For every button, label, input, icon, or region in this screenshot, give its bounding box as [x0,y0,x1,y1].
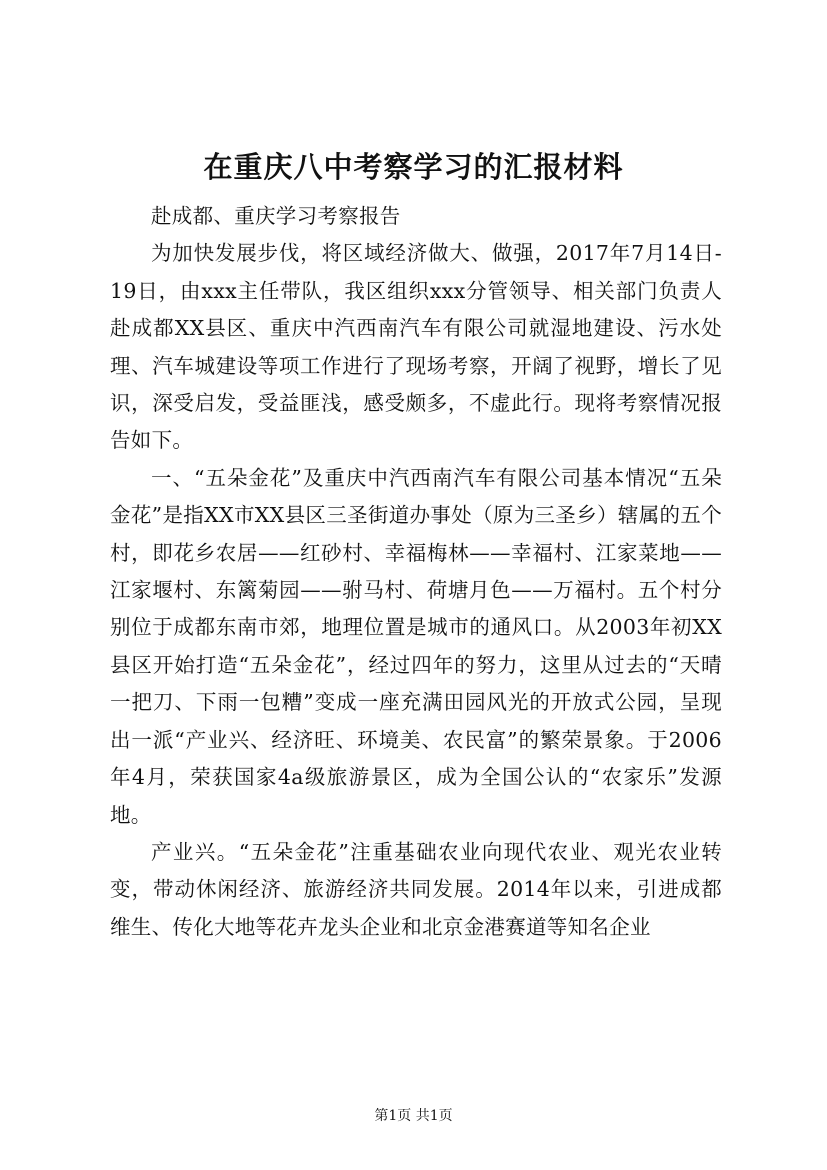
document-title: 在重庆八中考察学习的汇报材料 [203,150,624,184]
paragraph-subtitle: 赴成都、重庆学习考察报告 [151,204,401,228]
page-footer: 第1页 共1页 [374,1108,453,1124]
document-body [110,198,722,946]
paragraph-intro: 为加快发展步伐，将区域经济做大、做强，2017年7月14日-19日，由xxx主任带队，我区组织xxx分管领导、相关部门负责人赴成都XX县区、重庆中汽西南汽车有限公司就湿地建设、污水处理、汽车城建设等项工作进行了现场考察，开阔了视野，增长了见识，深受启发，受益匪浅，感受颇多，不虚此行。现将考察情况报告如下。 [110,241,722,453]
paragraph-section-one: 一、“五朵金花”及重庆中汽西南汽车有限公司基本情况“五朵金花”是指XX市XX县区三圣街道办事处（原为三圣乡）辖属的五个村，即花乡农居——红砂村、幸福梅林——幸福村、江家菜地——江家堰村、东篱菊园——驸马村、荷塘月色——万福村。五个村分别位于成都东南市郊，地理位置是城市的通风口。从2003年初XX县区开始打造“五朵金花”，经过四年的努力，这里从过去的“天晴一把刀、下雨一包糟”变成一座充满田园风光的开放式公园，呈现出一派“产业兴、经济旺、环境美、农民富”的繁荣景象。于2006年4月，荣获国家4a级旅游景区，成为全国公认的“农家乐”发源地。 [110,465,722,827]
paragraph-industry: 产业兴。“五朵金花”注重基础农业向现代农业、观光农业转变，带动休闲经济、旅游经济共同发展。2014年以来，引进成都维生、传化大地等花卉龙头企业和北京金港赛道等知名企业 [110,839,722,939]
